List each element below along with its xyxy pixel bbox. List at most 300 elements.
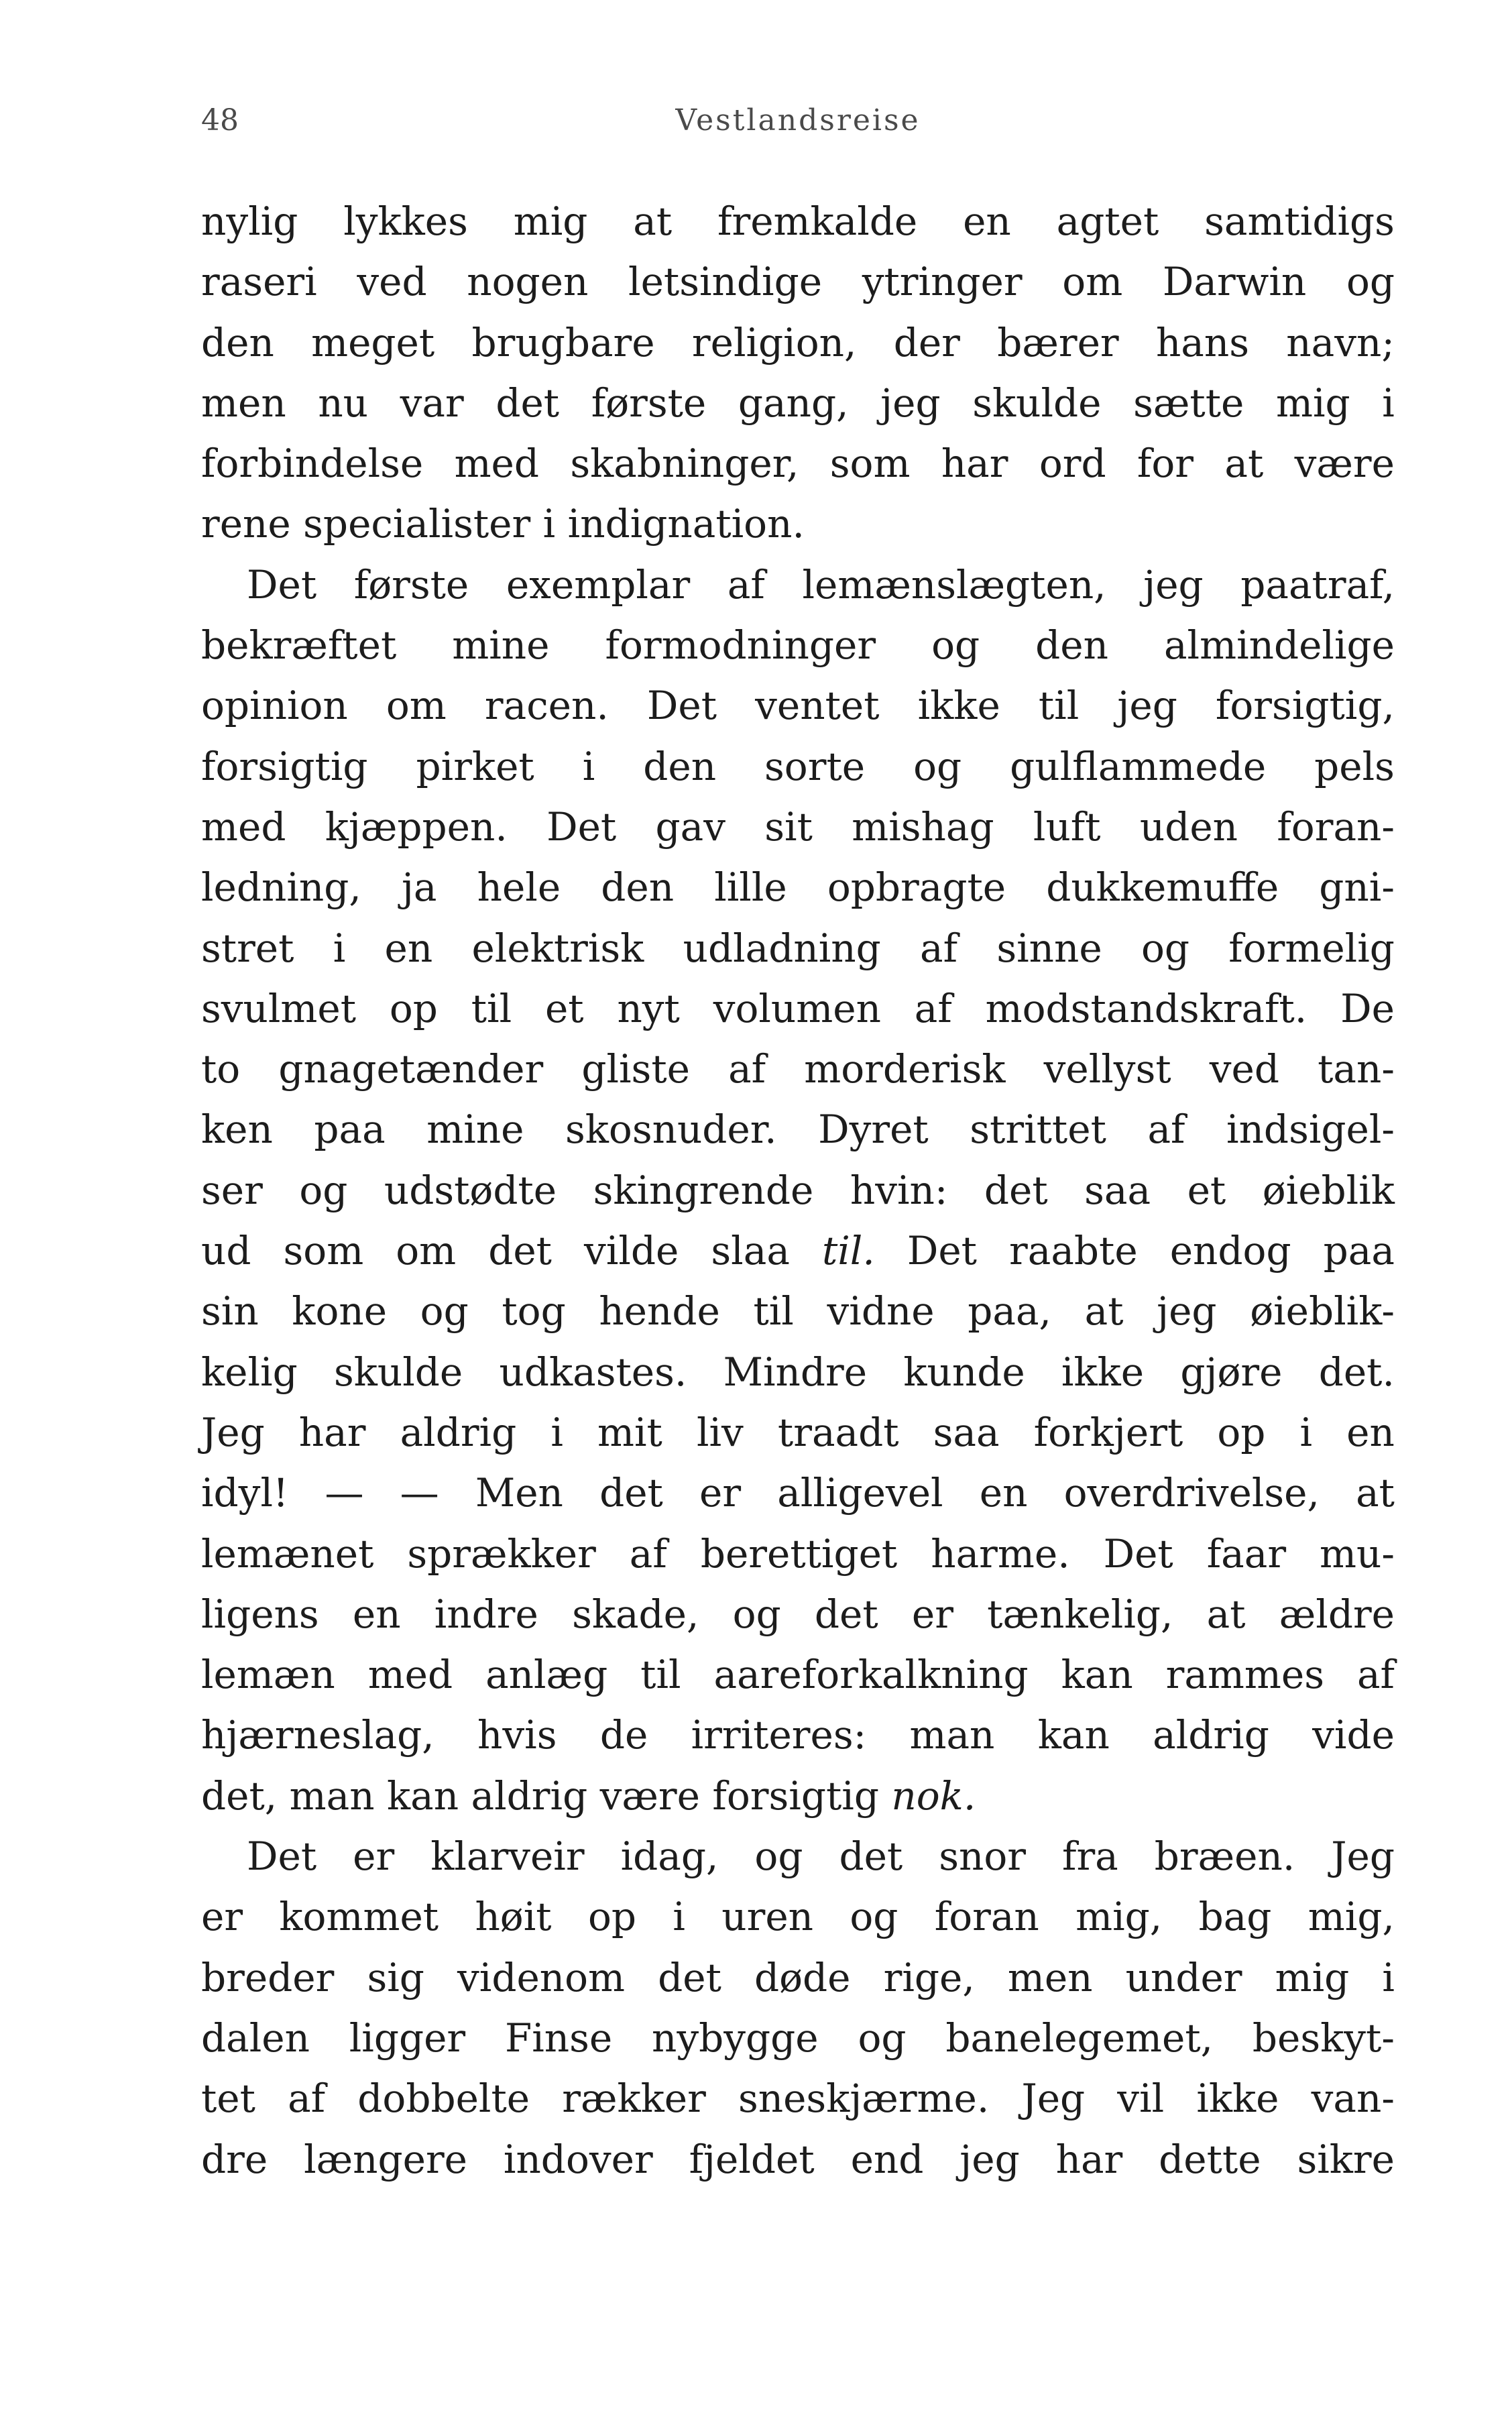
word: at — [1356, 1470, 1395, 1516]
word: med — [367, 1652, 453, 1698]
word: af — [1356, 1652, 1395, 1698]
word: skosnuder. — [565, 1107, 777, 1153]
text-line — [201, 2008, 1395, 2068]
word: dette — [1159, 2136, 1261, 2182]
word: sætte — [1133, 380, 1244, 426]
word: fra — [1061, 1833, 1118, 1880]
word: ja — [401, 864, 437, 911]
word: elektrisk — [471, 925, 644, 971]
word: paa, — [968, 1288, 1051, 1335]
text-line — [201, 918, 1395, 978]
word: tet — [201, 2076, 255, 2122]
word: for — [1137, 441, 1194, 487]
word: ikke — [1061, 1349, 1145, 1395]
word: sit — [764, 803, 813, 850]
word: racen. — [484, 683, 609, 729]
word: sorte — [764, 743, 866, 789]
word: gjøre — [1180, 1349, 1283, 1395]
word: mig — [1275, 380, 1350, 426]
word: den — [643, 743, 717, 789]
word: og — [754, 1833, 803, 1880]
word: har — [1055, 2136, 1123, 2182]
word: ytringer — [862, 259, 1023, 305]
word: samtidigs — [1204, 199, 1395, 244]
word: vil — [1117, 2076, 1165, 2122]
word: paatraf, — [1240, 561, 1395, 608]
word: Det — [1103, 1530, 1173, 1577]
word: et — [544, 985, 584, 1031]
word: van- — [1311, 2076, 1395, 2122]
word: og — [850, 1894, 898, 1940]
word: foran — [934, 1894, 1039, 1940]
word: mu- — [1320, 1530, 1395, 1577]
word: hjærneslag, — [201, 1712, 434, 1758]
word: at — [1084, 1288, 1124, 1335]
word: kan — [387, 1772, 471, 1819]
word: af — [728, 1046, 766, 1092]
word: gang, — [738, 380, 849, 426]
word: at — [1224, 441, 1264, 487]
word: og — [913, 743, 962, 789]
text-line — [201, 494, 1395, 554]
text-line — [201, 191, 1395, 251]
word: døde — [754, 1954, 851, 2000]
word: dre — [201, 2136, 268, 2182]
word: i — [333, 925, 346, 971]
word: lemænet — [201, 1530, 374, 1577]
word: i — [1382, 1954, 1395, 2000]
text-line — [201, 1463, 1395, 1523]
word: uren — [721, 1894, 813, 1940]
page-header — [201, 99, 1395, 142]
word: hende — [599, 1288, 720, 1335]
word: ligens — [201, 1591, 319, 1637]
word: hvis — [477, 1712, 557, 1758]
word: ved — [1209, 1046, 1279, 1092]
word: øieblik- — [1250, 1288, 1395, 1335]
word: første — [353, 561, 469, 608]
word: det — [814, 1591, 878, 1637]
word: specialister — [303, 501, 543, 547]
word: sin — [201, 1288, 259, 1335]
word: og — [420, 1288, 469, 1335]
word: i — [582, 743, 595, 789]
word: den — [201, 319, 274, 365]
text-line — [201, 1221, 1395, 1281]
word: længere — [304, 2136, 468, 2182]
word: gnagetænder — [278, 1046, 544, 1092]
word: til — [753, 1288, 794, 1335]
word: snor — [939, 1833, 1026, 1880]
word: exemplar — [506, 561, 691, 608]
word: gliste — [581, 1046, 690, 1092]
word: nu — [318, 380, 369, 426]
word: forbindelse — [201, 441, 424, 487]
word: strittet — [970, 1107, 1106, 1153]
word: slaa — [711, 1228, 790, 1274]
word: pels — [1314, 743, 1395, 789]
word: sprækker — [407, 1530, 596, 1577]
word: videnom — [457, 1954, 626, 2000]
word: er — [353, 1833, 395, 1880]
word: sneskjærme. — [738, 2076, 990, 2122]
word: foran- — [1277, 803, 1395, 850]
word: Det — [646, 683, 717, 729]
word: traadt — [777, 1409, 899, 1455]
text-line — [201, 373, 1395, 433]
word: faar — [1206, 1530, 1287, 1577]
word: ser — [201, 1167, 263, 1213]
word: rammes — [1165, 1652, 1325, 1698]
word: man — [909, 1712, 995, 1758]
text-line — [201, 1342, 1395, 1402]
word: men — [201, 380, 286, 426]
word: en — [979, 1470, 1028, 1516]
word: det, — [201, 1772, 290, 1819]
word: nogen — [467, 259, 589, 305]
word: rige, — [883, 1954, 975, 2000]
word: er — [699, 1470, 742, 1516]
word: af — [727, 561, 765, 608]
text-line — [201, 1886, 1395, 1947]
text-line — [201, 1947, 1395, 2008]
word: nylig — [201, 199, 298, 244]
word: brugbare — [471, 319, 655, 365]
word: under — [1125, 1954, 1242, 2000]
word: breder — [201, 1954, 335, 2000]
word: Jeg — [201, 1409, 265, 1455]
word: idag, — [620, 1833, 719, 1880]
word: af — [914, 985, 952, 1031]
text-line — [201, 2129, 1395, 2190]
word: udstødte — [384, 1167, 557, 1213]
word: ventet — [755, 683, 880, 729]
word: det — [488, 1228, 552, 1274]
body-text — [201, 191, 1395, 2190]
word: har — [298, 1409, 366, 1455]
word: ældre — [1279, 1591, 1395, 1637]
word: jeg — [1117, 683, 1177, 729]
word: Jeg — [1021, 2076, 1086, 2122]
word: end — [850, 2136, 924, 2182]
word: nyt — [617, 985, 680, 1031]
word: i — [542, 501, 568, 547]
word: opinion — [201, 683, 348, 729]
word: lille — [714, 864, 787, 911]
word: kunde — [903, 1349, 1025, 1395]
running-title: Vestlandsreise — [675, 103, 921, 137]
word: de — [599, 1712, 648, 1758]
word: en — [352, 1591, 401, 1637]
text-line — [201, 251, 1395, 312]
word: ikke — [917, 683, 1000, 729]
word: overdrivelse, — [1063, 1470, 1320, 1516]
word: paa — [1323, 1228, 1395, 1274]
word: mine — [426, 1107, 524, 1153]
word: almindelige — [1163, 622, 1395, 669]
word: det. — [1318, 1349, 1395, 1395]
word: af — [288, 2076, 326, 2122]
word: navn; — [1286, 319, 1395, 365]
word: lemæn — [201, 1652, 335, 1698]
word: skade, — [572, 1591, 699, 1637]
word: Jeg — [1331, 1833, 1395, 1880]
word: ved — [357, 259, 427, 305]
word: udladning — [683, 925, 881, 971]
word: og — [1346, 259, 1395, 305]
word: øieblik — [1262, 1167, 1395, 1213]
word: sig — [367, 1954, 424, 2000]
word: svulmet — [201, 985, 357, 1031]
word: harme. — [931, 1530, 1070, 1577]
word: beskyt- — [1252, 2015, 1395, 2061]
word: morderisk — [804, 1046, 1006, 1092]
word: indsigel- — [1226, 1107, 1395, 1153]
word: raabte — [1009, 1228, 1138, 1274]
word: op — [587, 1894, 636, 1940]
word: tog — [502, 1288, 566, 1335]
word: lykkes — [343, 199, 468, 244]
word: irriteres: — [691, 1712, 867, 1758]
word: hele — [477, 864, 561, 911]
word: dukkemuffe — [1046, 864, 1279, 911]
word: at — [1206, 1591, 1246, 1637]
word: saa — [1084, 1167, 1151, 1213]
word: en — [963, 199, 1011, 244]
word: fremkalde — [717, 199, 918, 244]
text-line — [201, 1584, 1395, 1644]
page-number: 48 — [201, 103, 239, 137]
word: og — [931, 622, 980, 669]
word: pirket — [416, 743, 534, 789]
word: man — [289, 1772, 388, 1819]
word: om — [396, 1228, 457, 1274]
text-line — [201, 736, 1395, 797]
word: formelig — [1228, 925, 1395, 971]
word: lemænslægten, — [802, 561, 1106, 608]
word: være — [1294, 441, 1395, 487]
text-line — [201, 1099, 1395, 1160]
word: bærer — [997, 319, 1119, 365]
word: sikre — [1297, 2136, 1395, 2182]
word: nybygge — [652, 2015, 819, 2061]
text-line — [201, 555, 1395, 615]
word: et — [1187, 1167, 1226, 1213]
text-line — [201, 1766, 1395, 1826]
word: op — [389, 985, 438, 1031]
word: modstandskraft. — [985, 985, 1307, 1031]
text-line — [201, 675, 1395, 736]
word: skulde — [333, 1349, 463, 1395]
word: Finse — [504, 2015, 613, 2061]
word: aldrig — [1153, 1712, 1269, 1758]
word: af — [920, 925, 958, 971]
word: jeg — [959, 2136, 1020, 2182]
word: forsigtig — [201, 743, 368, 789]
word: det — [496, 380, 560, 426]
word: som — [283, 1228, 364, 1274]
text-line — [201, 1826, 1395, 1886]
text-line — [201, 1705, 1395, 1765]
word: mig — [513, 199, 588, 244]
word: skulde — [972, 380, 1102, 426]
word: ikke — [1196, 2076, 1279, 2122]
word: i — [550, 1409, 563, 1455]
word: meget — [311, 319, 435, 365]
word: indignation. — [567, 501, 805, 547]
word: tan- — [1318, 1046, 1395, 1092]
word: mig, — [1307, 1894, 1395, 1940]
word: om — [1062, 259, 1123, 305]
word: sinne — [996, 925, 1102, 971]
word: — — [400, 1470, 439, 1516]
word: luft — [1033, 803, 1101, 850]
text-line — [201, 1039, 1395, 1099]
word: letsindige — [628, 259, 823, 305]
word: formodninger — [605, 622, 876, 669]
word: raseri — [201, 259, 317, 305]
word: opbragte — [827, 864, 1006, 911]
word: jeg — [880, 380, 941, 426]
word: det — [599, 1470, 663, 1516]
text-line — [201, 1402, 1395, 1463]
word: det — [839, 1833, 903, 1880]
text-line — [201, 615, 1395, 675]
word: i — [673, 1894, 685, 1940]
word: bekræftet — [201, 622, 397, 669]
word: mit — [597, 1409, 662, 1455]
word: indre — [434, 1591, 538, 1637]
word: dobbelte — [357, 2076, 530, 2122]
word: og — [1141, 925, 1189, 971]
word: vellyst — [1043, 1046, 1171, 1092]
word: ud — [201, 1228, 251, 1274]
word: er — [911, 1591, 953, 1637]
word: Det — [907, 1228, 977, 1274]
word: til — [1038, 683, 1080, 729]
word: Dyret — [818, 1107, 929, 1153]
word: og — [299, 1167, 348, 1213]
word: Mindre — [723, 1349, 868, 1395]
word: mishag — [852, 803, 994, 850]
word: jeg — [1157, 1288, 1217, 1335]
word: mig — [1275, 1954, 1350, 2000]
word: Det — [546, 803, 617, 850]
word: som — [829, 441, 911, 487]
text-line — [201, 978, 1395, 1039]
word: tænkelig, — [987, 1591, 1173, 1637]
word: nok. — [891, 1772, 976, 1819]
word: jeg — [1143, 561, 1204, 608]
word: med — [454, 441, 540, 487]
word: med — [201, 803, 286, 850]
word: kan — [1037, 1712, 1110, 1758]
word: religion, — [691, 319, 857, 365]
word: til. — [821, 1228, 875, 1274]
word: høit — [475, 1894, 552, 1940]
word: det — [658, 1954, 721, 2000]
text-line — [201, 1160, 1395, 1221]
word: være — [599, 1772, 713, 1819]
word: skabninger, — [570, 441, 799, 487]
word: Det — [247, 1833, 317, 1880]
word: gulflammede — [1010, 743, 1267, 789]
word: ord — [1039, 441, 1106, 487]
word: aldrig — [400, 1409, 517, 1455]
word: to — [201, 1046, 241, 1092]
text-line — [201, 1644, 1395, 1705]
word: men — [1007, 1954, 1093, 2000]
word: — — [325, 1470, 364, 1516]
word: idyl! — [201, 1470, 289, 1516]
word: var — [400, 380, 464, 426]
word: kelig — [201, 1349, 298, 1395]
word: forkjert — [1033, 1409, 1183, 1455]
word: Darwin — [1162, 259, 1307, 305]
word: at — [633, 199, 673, 244]
text-line — [201, 313, 1395, 373]
word: kjæppen. — [325, 803, 508, 850]
word: rækker — [562, 2076, 706, 2122]
text-line — [201, 797, 1395, 857]
text-line — [201, 2068, 1395, 2129]
word: hvin: — [850, 1167, 948, 1213]
word: i — [1299, 1409, 1313, 1455]
word: berettiget — [700, 1530, 898, 1577]
word: Men — [475, 1470, 563, 1516]
word: ledning, — [201, 864, 361, 911]
word: skingrende — [593, 1167, 814, 1213]
word: ligger — [349, 2015, 466, 2061]
word: forsigtig — [712, 1772, 892, 1819]
word: vidne — [827, 1288, 935, 1335]
text-line — [201, 857, 1395, 917]
word: saa — [933, 1409, 1000, 1455]
word: banelegemet, — [945, 2015, 1214, 2061]
word: fjeldet — [689, 2136, 815, 2182]
word: og — [732, 1591, 781, 1637]
word: uden — [1139, 803, 1238, 850]
word: kone — [292, 1288, 388, 1335]
text-line — [201, 1524, 1395, 1584]
word: liv — [696, 1409, 744, 1455]
word: bræen. — [1154, 1833, 1295, 1880]
word: ken — [201, 1107, 273, 1153]
word: hans — [1155, 319, 1249, 365]
word: gni- — [1319, 864, 1395, 911]
word: forsigtig, — [1215, 683, 1395, 729]
word: første — [591, 380, 707, 426]
word: og — [858, 2015, 907, 2061]
word: til — [471, 985, 512, 1031]
text-line — [201, 1281, 1395, 1341]
word: kan — [1061, 1652, 1133, 1698]
word: vilde — [584, 1228, 679, 1274]
word: det — [984, 1167, 1048, 1213]
word: en — [384, 925, 433, 971]
word: vide — [1312, 1712, 1395, 1758]
word: dalen — [201, 2015, 310, 2061]
word: af — [1147, 1107, 1185, 1153]
word: endog — [1169, 1228, 1291, 1274]
word: bag — [1198, 1894, 1272, 1940]
word: til — [640, 1652, 681, 1698]
word: kommet — [279, 1894, 439, 1940]
word: har — [941, 441, 1008, 487]
word: er — [201, 1894, 243, 1940]
word: af — [629, 1530, 667, 1577]
word: op — [1217, 1409, 1266, 1455]
